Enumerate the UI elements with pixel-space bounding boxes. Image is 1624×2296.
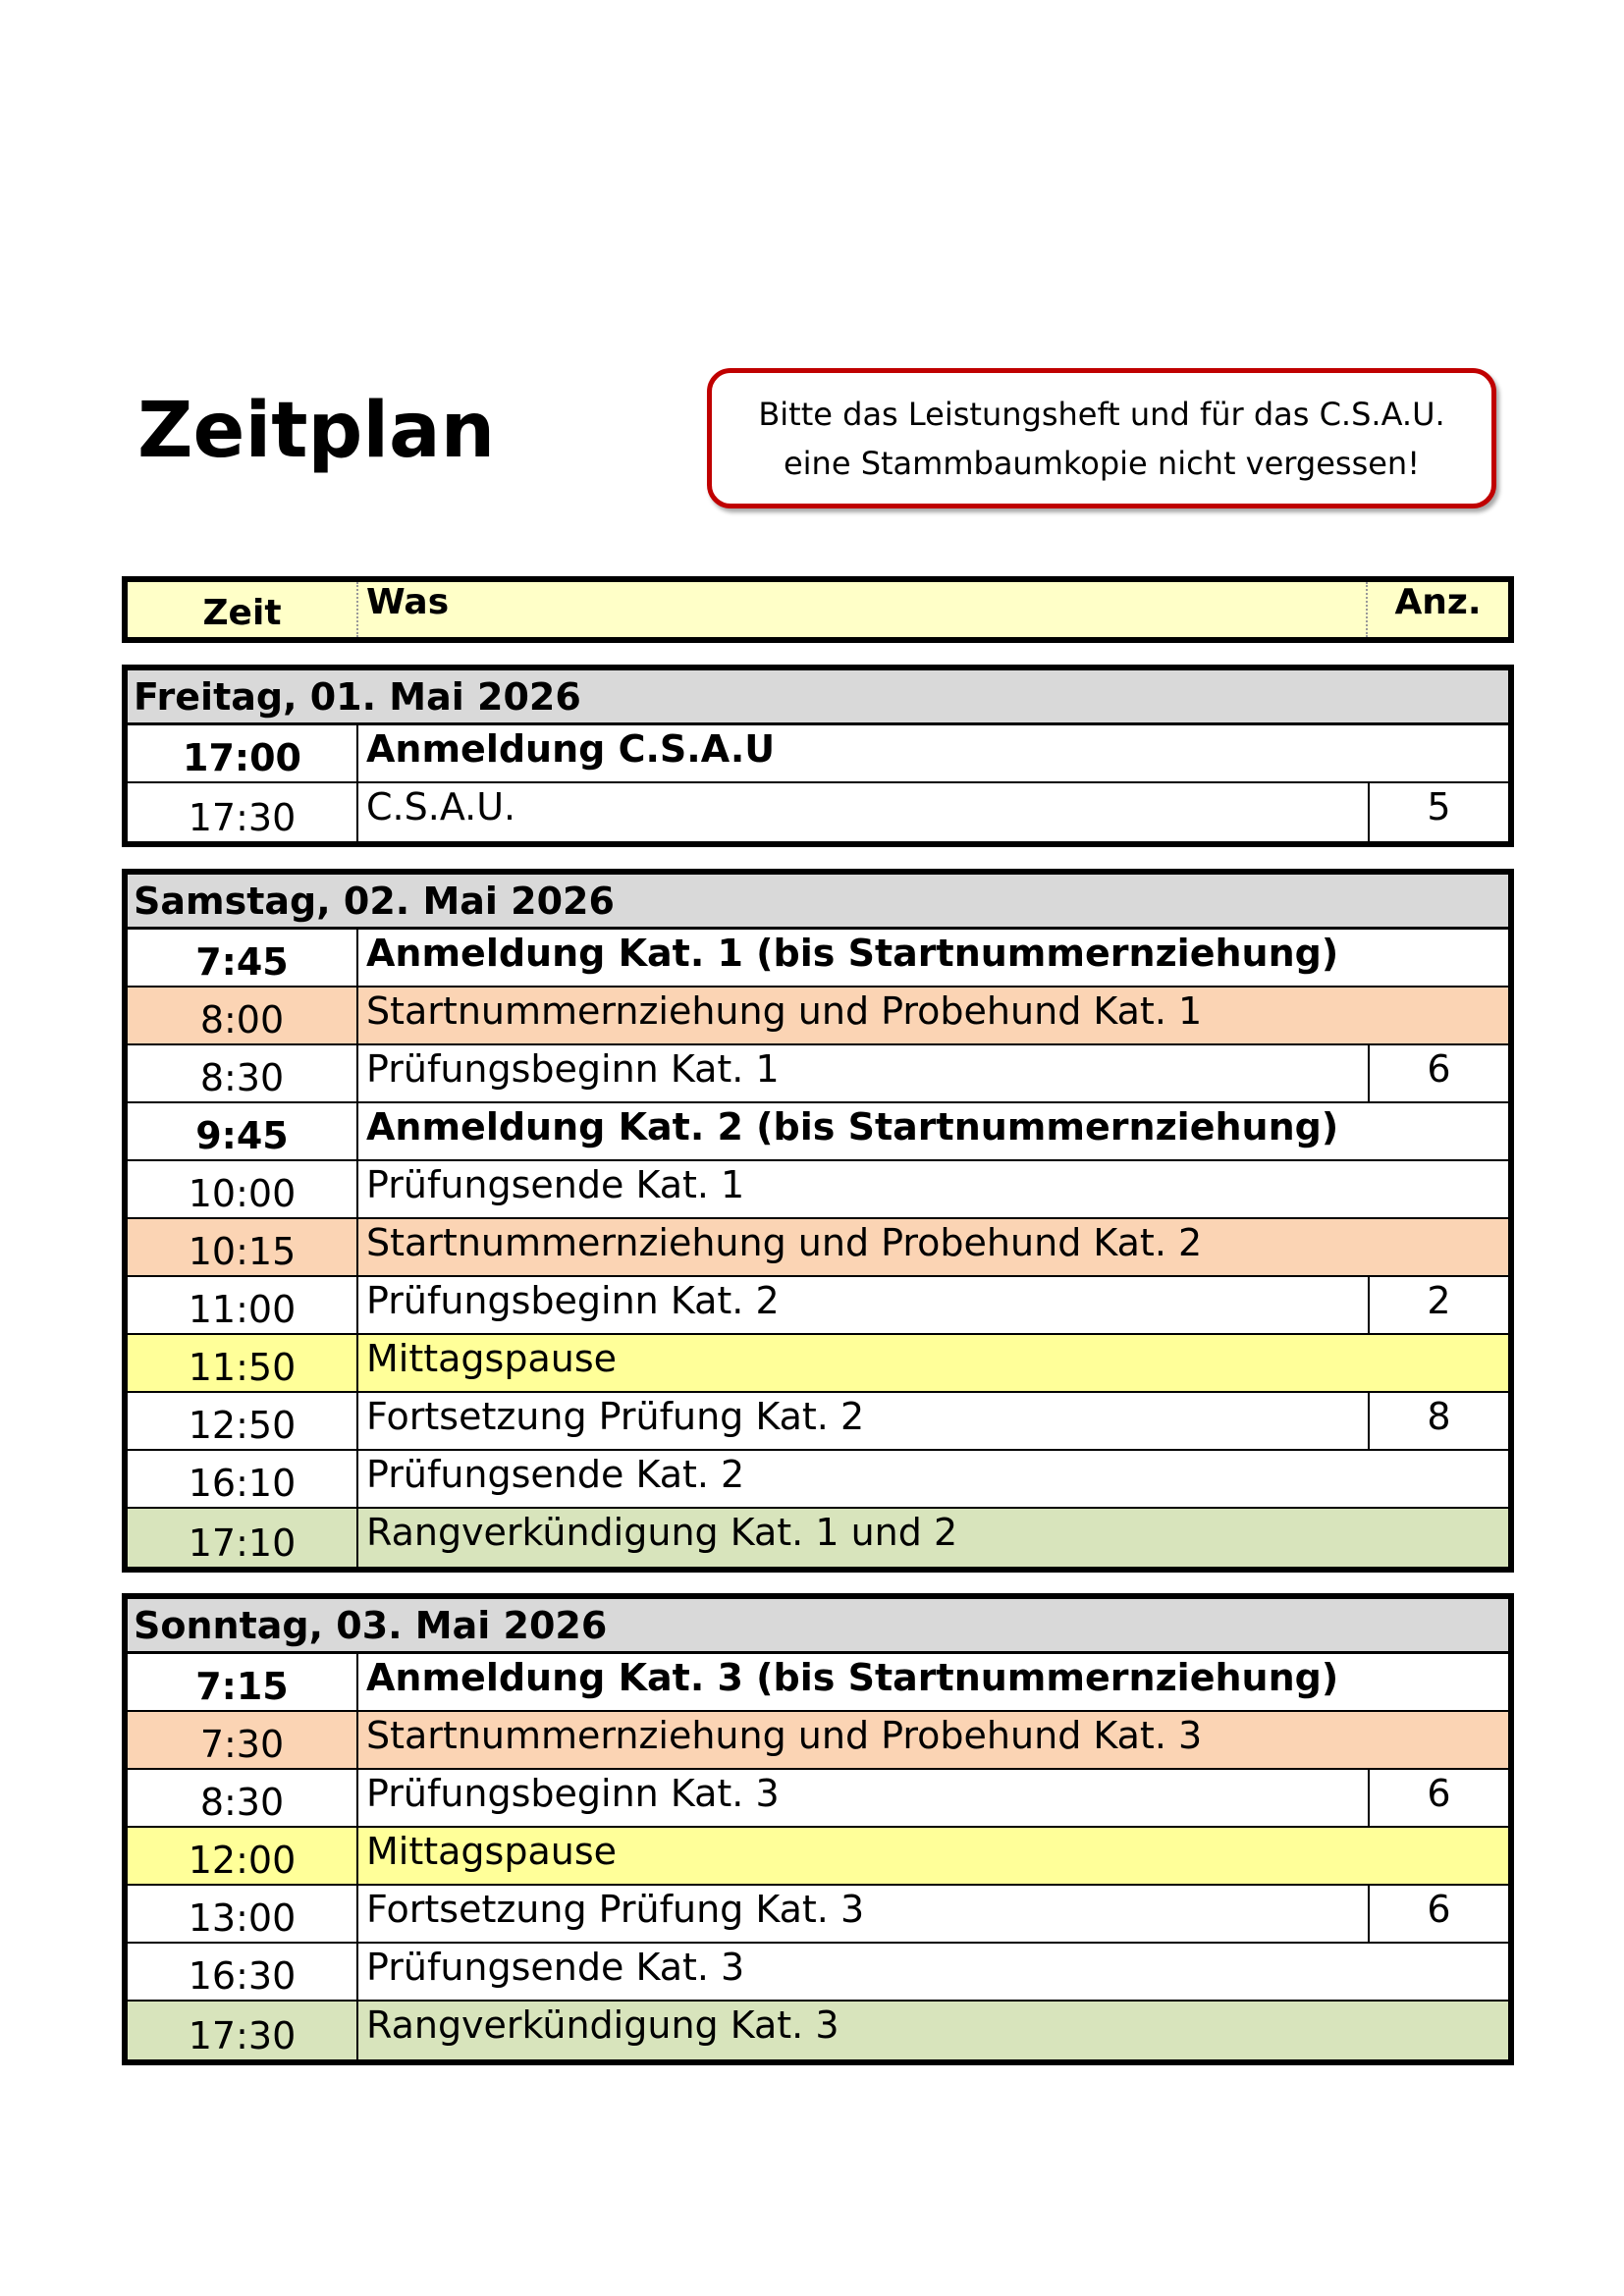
day-rows <box>128 725 1508 841</box>
row-time: 7:45 <box>128 930 358 986</box>
row-count: 6 <box>1368 1886 1508 1942</box>
row-time: 12:00 <box>128 1828 358 1884</box>
schedule-row <box>128 1712 1508 1770</box>
row-time: 13:00 <box>128 1886 358 1942</box>
row-time: 16:10 <box>128 1451 358 1507</box>
schedule-row <box>128 783 1508 841</box>
row-activity: Prüfungsbeginn Kat. 1 <box>366 1047 780 1091</box>
row-time: 17:30 <box>128 783 358 841</box>
table-header <box>122 576 1514 643</box>
row-activity: Anmeldung Kat. 3 (bis Startnummernziehung) <box>366 1656 1339 1699</box>
row-activity: Prüfungsende Kat. 2 <box>366 1453 745 1496</box>
notice-line-1: Bitte das Leistungsheft und für das C.S.A.U. <box>758 395 1445 433</box>
row-count <box>1368 1654 1508 1710</box>
schedule-row <box>128 1045 1508 1103</box>
row-activity: Startnummernziehung und Probehund Kat. 3 <box>366 1714 1203 1757</box>
row-count <box>1368 1712 1508 1768</box>
schedule-row <box>128 1828 1508 1886</box>
row-time: 16:30 <box>128 1944 358 2000</box>
row-count <box>1368 1828 1508 1884</box>
row-time: 12:50 <box>128 1393 358 1449</box>
day-title: Samstag, 02. Mai 2026 <box>128 875 1508 930</box>
schedule-row <box>128 1509 1508 1567</box>
row-activity: Rangverkündigung Kat. 3 <box>366 2003 839 2047</box>
row-count <box>1368 1335 1508 1391</box>
row-time: 9:45 <box>128 1103 358 1159</box>
day-title: Sonntag, 03. Mai 2026 <box>128 1599 1508 1654</box>
schedule-row <box>128 1654 1508 1712</box>
row-time: 17:00 <box>128 725 358 781</box>
row-time: 8:30 <box>128 1770 358 1826</box>
row-time: 10:15 <box>128 1219 358 1275</box>
row-time: 17:10 <box>128 1509 358 1567</box>
row-count: 5 <box>1368 783 1508 841</box>
row-activity: Anmeldung Kat. 2 (bis Startnummernziehung) <box>366 1105 1339 1148</box>
row-count: 2 <box>1368 1277 1508 1333</box>
row-time: 11:50 <box>128 1335 358 1391</box>
row-count <box>1368 1451 1508 1507</box>
row-count <box>1368 988 1508 1043</box>
row-activity: Prüfungsende Kat. 3 <box>366 1946 745 1989</box>
row-count <box>1368 2002 1508 2059</box>
schedule-row <box>128 1277 1508 1335</box>
schedule-row <box>128 930 1508 988</box>
row-activity: Prüfungsende Kat. 1 <box>366 1163 745 1206</box>
day-block-sunday <box>122 1593 1514 2065</box>
row-activity: C.S.A.U. <box>366 785 516 828</box>
schedule-row <box>128 2002 1508 2059</box>
row-activity: Anmeldung C.S.A.U <box>366 727 776 771</box>
row-activity: Rangverkündigung Kat. 1 und 2 <box>366 1511 958 1554</box>
schedule-row <box>128 1393 1508 1451</box>
row-count <box>1368 930 1508 986</box>
row-activity: Fortsetzung Prüfung Kat. 2 <box>366 1395 865 1438</box>
row-time: 8:00 <box>128 988 358 1043</box>
schedule-row <box>128 988 1508 1045</box>
row-activity: Prüfungsbeginn Kat. 2 <box>366 1279 780 1322</box>
row-activity: Prüfungsbeginn Kat. 3 <box>366 1772 780 1815</box>
header-anz: Anz. <box>1394 582 1482 622</box>
row-count <box>1368 1219 1508 1275</box>
row-activity: Mittagspause <box>366 1830 618 1873</box>
row-count <box>1368 1944 1508 2000</box>
row-count <box>1368 1509 1508 1567</box>
schedule-row <box>128 1770 1508 1828</box>
schedule-row <box>128 1451 1508 1509</box>
row-count: 8 <box>1368 1393 1508 1449</box>
row-time: 17:30 <box>128 2002 358 2059</box>
header-zeit: Zeit <box>128 582 358 637</box>
row-activity: Fortsetzung Prüfung Kat. 3 <box>366 1888 865 1931</box>
day-block-saturday <box>122 869 1514 1573</box>
row-count <box>1368 1161 1508 1217</box>
row-activity: Startnummernziehung und Probehund Kat. 2 <box>366 1221 1203 1264</box>
day-rows <box>128 1654 1508 2059</box>
row-time: 7:15 <box>128 1654 358 1710</box>
notice-box <box>707 368 1496 508</box>
header-was: Was <box>358 582 1368 637</box>
row-activity: Startnummernziehung und Probehund Kat. 1 <box>366 989 1203 1033</box>
row-activity: Mittagspause <box>366 1337 618 1380</box>
day-title: Freitag, 01. Mai 2026 <box>128 670 1508 725</box>
row-time: 11:00 <box>128 1277 358 1333</box>
row-activity: Anmeldung Kat. 1 (bis Startnummernziehung) <box>366 932 1339 975</box>
row-time: 7:30 <box>128 1712 358 1768</box>
schedule-row <box>128 725 1508 783</box>
row-count: 6 <box>1368 1045 1508 1101</box>
schedule-row <box>128 1219 1508 1277</box>
row-time: 10:00 <box>128 1161 358 1217</box>
row-count <box>1368 725 1508 781</box>
schedule-row <box>128 1335 1508 1393</box>
schedule-row <box>128 1161 1508 1219</box>
schedule-row <box>128 1944 1508 2002</box>
page-title: Zeitplan <box>137 387 496 475</box>
row-time: 8:30 <box>128 1045 358 1101</box>
day-rows <box>128 930 1508 1567</box>
day-block-friday <box>122 665 1514 847</box>
row-count: 6 <box>1368 1770 1508 1826</box>
schedule-row <box>128 1886 1508 1944</box>
notice-line-2: eine Stammbaumkopie nicht vergessen! <box>783 444 1421 482</box>
row-count <box>1368 1103 1508 1159</box>
schedule-row <box>128 1103 1508 1161</box>
